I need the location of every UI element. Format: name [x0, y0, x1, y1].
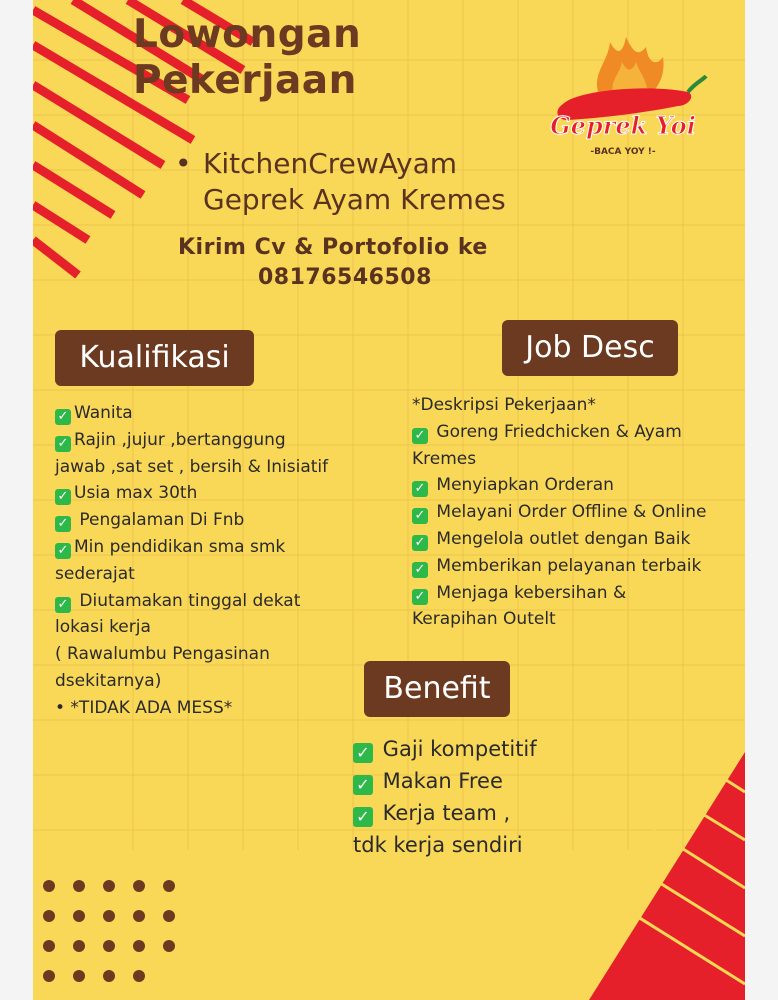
list-item-text: lokasi kerja: [55, 617, 151, 638]
list-item-text: Diutamakan tinggal dekat: [74, 590, 301, 611]
jobdesc-header: Job Desc: [502, 320, 678, 376]
list-item-text: *Deskripsi Pekerjaan*: [412, 395, 596, 415]
list-item-text: Kerja team ,: [376, 801, 511, 825]
check-box-icon: ✓: [55, 543, 71, 559]
title-line-1: Lowongan: [133, 12, 362, 57]
list-item-text: Memberikan pelayanan terbaik: [431, 555, 702, 576]
list-item-text: sederajat: [55, 563, 135, 584]
check-box-icon: ✓: [55, 516, 71, 532]
check-box-icon: ✓: [412, 589, 428, 605]
contact-phone: 08176546508: [258, 265, 432, 290]
list-item-text: Rajin ,jujur ,bertanggung: [74, 429, 286, 450]
check-box-icon: ✓: [353, 743, 373, 763]
position-line-2: Geprek Ayam Kremes: [203, 183, 506, 216]
title-line-2: Pekerjaan: [133, 58, 357, 103]
logo-tagline: -BACA YOY !-: [590, 147, 656, 157]
check-box-icon: ✓: [412, 508, 428, 524]
list-item-text: Pengalaman Di Fnb: [74, 510, 245, 531]
list-item-text: • *TIDAK ADA MESS*: [55, 697, 233, 718]
list-item-text: Usia max 30th: [74, 483, 198, 504]
kualifikasi-header: Kualifikasi: [55, 330, 254, 386]
list-item-text: Goreng Friedchicken & Ayam: [431, 421, 682, 442]
check-box-icon: ✓: [412, 535, 428, 551]
check-box-icon: ✓: [55, 436, 71, 452]
check-box-icon: ✓: [412, 562, 428, 578]
list-item-text: Kremes: [412, 448, 477, 469]
list-item-text: Min pendidikan sma smk: [74, 536, 286, 557]
check-box-icon: ✓: [55, 489, 71, 505]
list-item-text: Kerapihan Outelt: [412, 609, 556, 630]
check-box-icon: ✓: [353, 807, 373, 827]
position-bullet: •: [175, 147, 192, 180]
list-item-text: Menyiapkan Orderan: [431, 475, 614, 496]
list-item-text: tdk kerja sendiri: [353, 833, 523, 857]
list-item-text: Wanita: [74, 403, 133, 423]
check-box-icon: ✓: [412, 428, 428, 444]
job-poster: [33, 0, 745, 1000]
list-item-text: ( Rawalumbu Pengasinan: [55, 644, 270, 665]
position-line-1: KitchenCrewAyam: [203, 147, 458, 180]
check-box-icon: ✓: [353, 775, 373, 795]
contact-instruction: Kirim Cv & Portofolio ke: [178, 235, 488, 260]
list-item-text: Menjaga kebersihan &: [431, 582, 627, 603]
check-box-icon: ✓: [55, 597, 71, 613]
logo-brand: Geprek Yoi: [550, 111, 696, 140]
list-item-text: Gaji kompetitif: [376, 737, 537, 761]
check-box-icon: ✓: [412, 481, 428, 497]
list-item-text: jawab ,sat set , bersih & Inisiatif: [55, 456, 329, 477]
check-box-icon: ✓: [55, 409, 71, 425]
list-item-text: Makan Free: [376, 769, 503, 793]
red-corner-triangle: [33, 0, 745, 1000]
list-item-text: Mengelola outlet dengan Baik: [431, 528, 691, 549]
benefit-header: Benefit: [364, 661, 510, 717]
list-item-text: dsekitarnya): [55, 670, 162, 691]
list-item-text: Melayani Order Offline & Online: [431, 502, 707, 523]
